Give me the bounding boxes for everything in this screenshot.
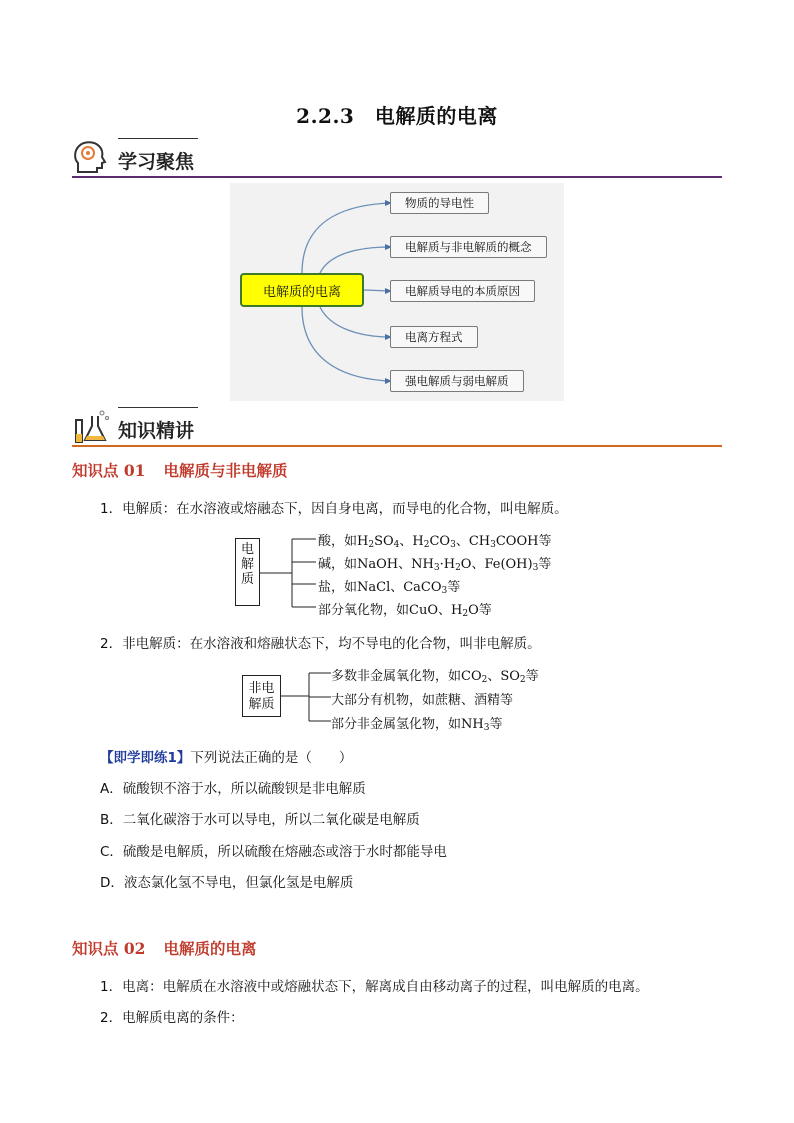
branch-nonmetal-oxide <box>331 665 539 685</box>
text-run: SO <box>374 534 394 549</box>
mind-map-node: 电解质与非电解质的概念 <box>390 236 547 258</box>
text-run: 多数非金属氧化物，如CO <box>331 669 482 684</box>
text-run: 盐，如NaCl、CaCO <box>318 580 442 595</box>
box-line: 解质 <box>248 697 275 712</box>
text-run: 、H <box>399 534 424 549</box>
branch-base <box>318 553 551 573</box>
knowledge-point-title: 电解质的电离 <box>163 939 257 958</box>
box-char: 质 <box>240 572 254 587</box>
subscript: 2 <box>423 540 430 550</box>
section-title: 知识精讲 <box>118 420 195 442</box>
nonelectrolyte-box <box>242 675 281 717</box>
branch-hydride <box>331 713 502 733</box>
option-b: B．二氧化碳溶于水可以导电，所以二氧化碳是电解质 <box>100 812 420 828</box>
subscript: 3 <box>450 540 456 550</box>
text-run: COOH等 <box>495 534 552 549</box>
subscript: 3 <box>441 586 448 596</box>
text-run: 部分非金属氢化物，如NH <box>331 717 484 732</box>
text-run: 等 <box>525 669 539 684</box>
text-run: 酸，如H <box>318 534 369 549</box>
text-run: ·H <box>439 557 456 572</box>
branch-oxide <box>318 599 492 619</box>
section-rule <box>72 176 722 178</box>
knowledge-point-title: 电解质与非电解质 <box>163 461 288 480</box>
subscript: 4 <box>393 540 400 550</box>
subscript: 2 <box>481 675 488 685</box>
box-char: 电 <box>240 542 254 557</box>
branch-organic <box>331 689 513 708</box>
brain-head-icon <box>72 139 110 175</box>
text-run: 、CH <box>455 534 491 549</box>
header-top-line <box>118 138 198 139</box>
text-run: 等 <box>538 557 552 572</box>
paragraph: 1．电离：电解质在水溶液中或熔融状态下，解离成自由移动离子的过程，叫电解质的电离。 <box>100 979 649 995</box>
knowledge-point-heading <box>72 937 256 959</box>
subscript: 3 <box>433 563 440 573</box>
subscript: 3 <box>490 540 496 550</box>
text-run: 部分氧化物，如CuO、H <box>318 603 463 618</box>
option-c: C．硫酸是电解质，所以硫酸在熔融态或溶于水时都能导电 <box>100 844 447 860</box>
knowledge-point-number: 知识点 01 <box>72 461 146 480</box>
subscript: 2 <box>368 540 375 550</box>
box-char: 解 <box>240 557 254 572</box>
knowledge-point-number: 知识点 02 <box>72 939 146 958</box>
section-header-knowledge <box>72 407 722 447</box>
text-run: 等 <box>447 580 461 595</box>
mind-map-node: 强电解质与弱电解质 <box>390 370 524 392</box>
subscript: 2 <box>462 609 469 619</box>
option-d: D．液态氯化氢不导电，但氯化氢是电解质 <box>100 875 354 891</box>
practice-question-text: 下列说法正确的是（ ） <box>190 750 353 766</box>
mind-map <box>230 183 564 401</box>
mind-map-node: 物质的导电性 <box>390 192 489 214</box>
branch-salt <box>318 576 460 596</box>
electrolyte-bracket <box>260 530 320 614</box>
practice-label: 【即学即练1】 <box>100 750 191 766</box>
paragraph: 2．电解质电离的条件： <box>100 1010 244 1026</box>
mind-map-node: 电离方程式 <box>390 326 478 348</box>
lab-flask-icon <box>72 408 110 444</box>
paragraph: 2．非电解质：在水溶液和熔融状态下，均不导电的化合物，叫非电解质。 <box>100 636 541 652</box>
practice-question <box>100 746 352 766</box>
header-top-line <box>118 407 198 408</box>
text-run: O等 <box>468 603 492 618</box>
branch-acid <box>318 530 551 550</box>
text-run: 、SO <box>487 669 520 684</box>
page-title: 2.2.3 电解质的电离 <box>296 104 498 128</box>
mind-map-center: 电解质的电离 <box>240 273 364 307</box>
section-title: 学习聚焦 <box>118 151 195 173</box>
mind-map-node: 电解质导电的本质原因 <box>390 280 535 302</box>
knowledge-point-heading <box>72 459 287 481</box>
section-rule <box>72 445 722 447</box>
text-run: 大部分有机物，如蔗糖、酒精等 <box>331 693 514 708</box>
text-run: 等 <box>489 717 503 732</box>
paragraph: 1．电解质：在水溶液或熔融态下，因自身电离，而导电的化合物，叫电解质。 <box>100 501 568 517</box>
subscript: 3 <box>532 563 539 573</box>
text-run: CO <box>429 534 451 549</box>
electrolyte-box <box>235 538 260 606</box>
box-line: 非电 <box>248 681 275 696</box>
section-header-focus <box>72 138 722 178</box>
text-run: 碱，如NaOH、NH <box>318 557 434 572</box>
text-run: O、Fe(OH) <box>460 557 533 572</box>
nonelectrolyte-bracket <box>281 664 337 730</box>
subscript: 2 <box>519 675 526 685</box>
option-a: A．硫酸钡不溶于水，所以硫酸钡是非电解质 <box>100 781 366 797</box>
subscript: 2 <box>455 563 461 573</box>
subscript: 3 <box>483 723 490 733</box>
